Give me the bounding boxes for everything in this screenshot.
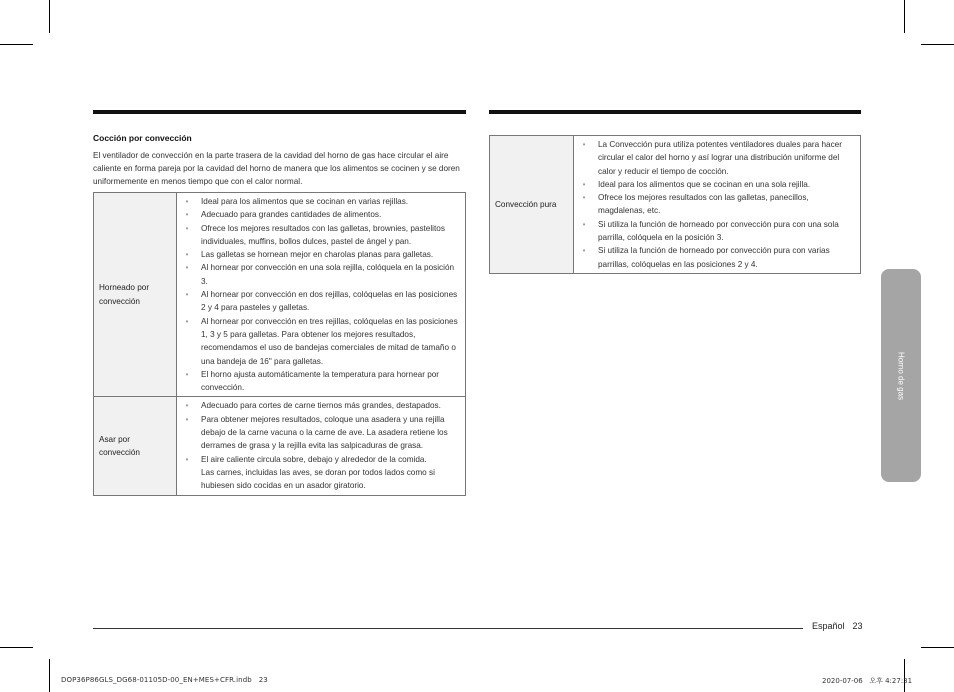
footer-rule bbox=[93, 628, 803, 629]
bullet-icon: • bbox=[185, 369, 189, 379]
row-description bbox=[177, 193, 466, 397]
list-item-text: Si utiliza la función de horneado por convección pura con varias parrillas, colóquelas en las posiciones 2 y 4. bbox=[598, 246, 830, 269]
list-item bbox=[181, 399, 459, 412]
crop-mark bbox=[49, 659, 50, 692]
list-item-text: Ofrece los mejores resultados con las galletas, panecillos, magdalenas, etc. bbox=[598, 193, 809, 216]
footer-language: Español bbox=[812, 621, 845, 631]
crop-mark bbox=[0, 647, 33, 648]
page-footer bbox=[812, 621, 863, 631]
list-item bbox=[578, 138, 854, 178]
list-item bbox=[181, 413, 459, 453]
page-number: 23 bbox=[852, 621, 863, 631]
list-item-text: Ideal para los alimentos que se cocinan en una sola rejilla. bbox=[598, 179, 811, 189]
print-slug-timestamp: 2020-07-06 오후 4:27:31 bbox=[822, 677, 913, 685]
bullet-icon: • bbox=[185, 454, 189, 464]
list-item bbox=[181, 315, 459, 368]
crop-mark bbox=[0, 44, 33, 45]
bullet-list bbox=[181, 399, 459, 492]
list-item bbox=[181, 248, 459, 261]
row-label: Horneado por convección bbox=[94, 193, 177, 397]
list-item-text: Ofrece los mejores resultados con las galletas, brownies, pastelitos individuales, muffins, bollos dulces, pastel de ángel y pan. bbox=[201, 223, 445, 246]
bullet-list bbox=[181, 195, 459, 394]
list-item bbox=[181, 261, 459, 288]
list-item bbox=[578, 191, 854, 218]
list-item-text: Si utiliza la función de horneado por convección pura con una sola parrilla, colóquela en la posición 3. bbox=[598, 219, 839, 243]
intro-paragraph: El ventilador de convección en la parte trasera de la cavidad del horno de gas hace circular el aire caliente en forma pareja por la cavidad del horno de manera que los alimentos se cocinen y se doren uniformemente en menos tiempo que con el calor normal. bbox=[93, 151, 460, 186]
list-item bbox=[181, 368, 459, 395]
bullet-icon: • bbox=[185, 250, 189, 260]
list-item bbox=[181, 453, 459, 493]
list-item-text: Adecuado para cortes de carne tiernos más grandes, destapados. bbox=[201, 401, 441, 411]
table-row bbox=[490, 136, 861, 274]
bullet-icon: • bbox=[185, 223, 189, 233]
row-description bbox=[574, 136, 861, 274]
list-item-text: El aire caliente circula sobre, debajo y alrededor de la comida. bbox=[201, 454, 427, 464]
bullet-icon: • bbox=[582, 193, 586, 203]
crop-mark bbox=[49, 0, 50, 33]
list-item bbox=[181, 208, 459, 221]
bullet-icon: • bbox=[582, 140, 586, 149]
list-item-text: Al hornear por convección en tres rejillas, colóquelas en las posiciones 1, 3 y 5 para galletas. Para obtener los mejores resultados, recomendamos el uso de bandejas comerciales de mitad de tamaño o una bandeja de 16" para galletas. bbox=[201, 316, 458, 366]
bullet-icon: • bbox=[185, 197, 189, 206]
list-item-text: Adecuado para grandes cantidades de alimentos. bbox=[201, 210, 382, 220]
table-row bbox=[94, 193, 466, 397]
side-tab-label: Horno de gas bbox=[896, 351, 906, 400]
column-rule-right bbox=[489, 110, 861, 114]
list-item bbox=[181, 288, 459, 315]
crop-mark bbox=[904, 0, 905, 33]
pure-convection-table bbox=[489, 135, 861, 274]
list-item bbox=[181, 222, 459, 249]
section-title: Cocción por convección bbox=[93, 133, 192, 143]
bullet-icon: • bbox=[185, 316, 189, 326]
column-rule-left bbox=[93, 110, 466, 114]
bullet-icon: • bbox=[185, 290, 189, 300]
bullet-icon: • bbox=[185, 210, 189, 220]
list-item-text: Las galletas se hornean mejor en charolas planas para galletas. bbox=[201, 250, 434, 260]
convection-modes-table bbox=[93, 192, 466, 496]
row-description bbox=[177, 397, 466, 495]
list-item-text: La Convección pura utiliza potentes ventiladores duales para hacer circular el calor del horno y así lograr una distribución uniforme del calor y reducir el tiempo de cocción. bbox=[598, 140, 842, 176]
crop-mark bbox=[921, 44, 954, 45]
bullet-icon: • bbox=[582, 179, 586, 189]
row-label: Convección pura bbox=[490, 136, 574, 274]
list-item-text: Al hornear por convección en una sola rejilla, colóquela en la posición 3. bbox=[201, 263, 455, 286]
crop-mark bbox=[921, 647, 954, 648]
list-item-text: Para obtener mejores resultados, coloque una asadera y una rejilla debajo de la carne vacuna o la carne de ave. La asadera retiene los derrames de grasa y la rejilla evita las salpicaduras de grasa. bbox=[201, 414, 448, 451]
table-row bbox=[94, 397, 466, 495]
list-item bbox=[578, 244, 854, 271]
bullet-icon: • bbox=[185, 263, 189, 273]
bullet-list bbox=[578, 138, 854, 271]
list-item-text: El horno ajusta automáticamente la temperatura para hornear por convección. bbox=[201, 369, 440, 393]
bullet-icon: • bbox=[582, 246, 586, 256]
list-item bbox=[578, 218, 854, 245]
bullet-icon: • bbox=[185, 414, 189, 424]
list-item-text: Ideal para los alimentos que se cocinan en varias rejillas. bbox=[201, 197, 409, 206]
bullet-icon: • bbox=[582, 219, 586, 229]
list-item bbox=[578, 178, 854, 191]
row-label: Asar por convección bbox=[94, 397, 177, 495]
list-item-continuation: Las carnes, incluidas las aves, se doran por todos lados como si hubiesen sido cocidas en un asador giratorio. bbox=[201, 467, 435, 491]
list-item bbox=[181, 195, 459, 208]
section-side-tab bbox=[881, 269, 921, 482]
list-item-text: Al hornear por convección en dos rejillas, colóquelas en las posiciones 2 y 4 para pasteles y galletas. bbox=[201, 290, 458, 313]
bullet-icon: • bbox=[185, 401, 189, 411]
print-slug-file: DOP36P86GLS_DG68-01105D-00_EN+MES+CFR.indb 23 bbox=[61, 676, 268, 684]
